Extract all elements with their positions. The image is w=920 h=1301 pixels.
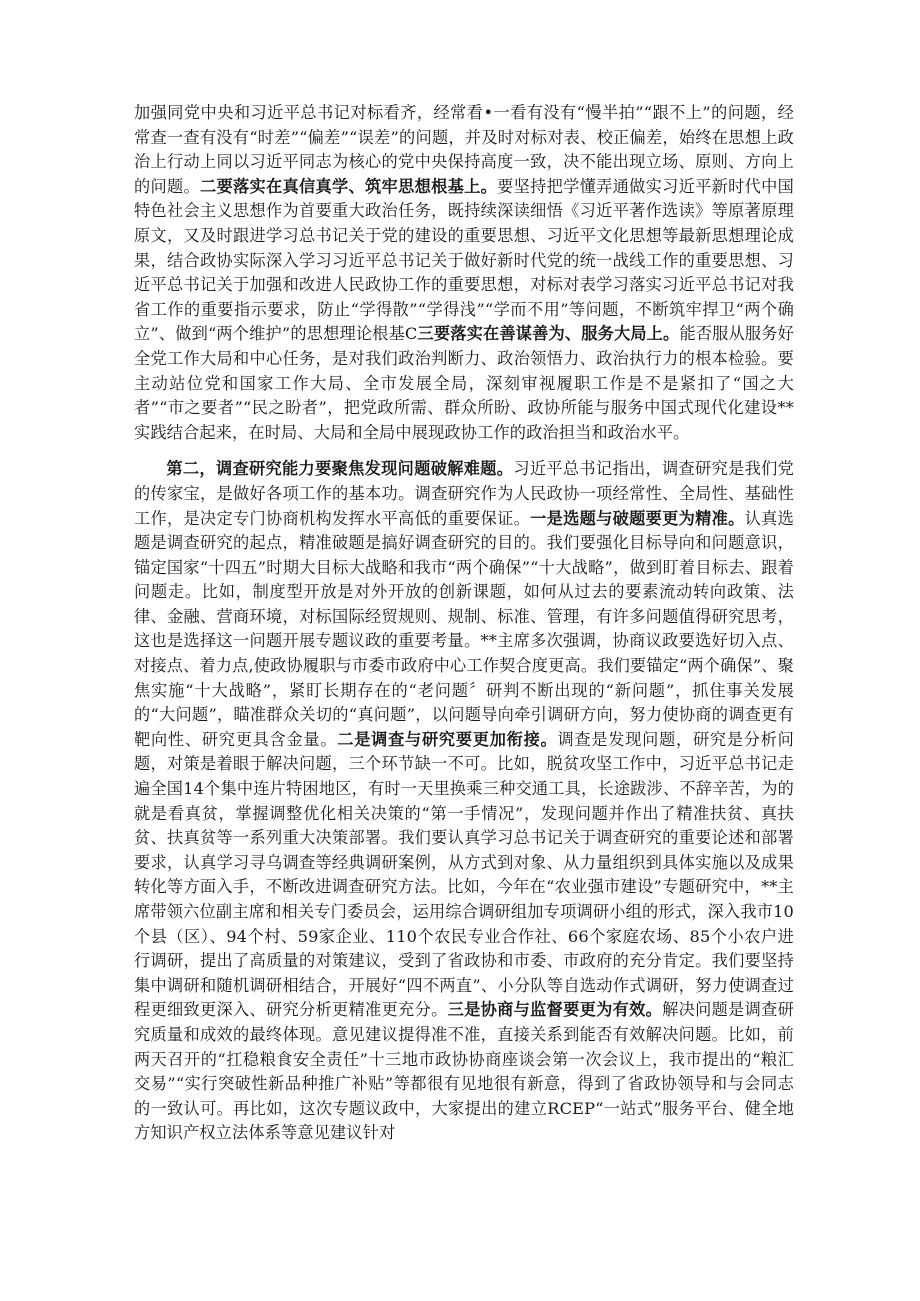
paragraph-political-alignment — [134, 101, 794, 445]
bold-heading-3-serve-overall-situation: 三要落实在善谋善为、服务大局上。 — [417, 324, 680, 344]
text-run: 要坚持把学懂弄通做实习近平新时代中国特色社会主义思想作为首要重大政治任务，既持续深读细悟《习近平著作选读》等原著原理原文，又及时跟进学习总书记关于党的建设的重要思想、习近平文化思想等最新思想理论成果，结合政协实际深入学习习近平总书记关于做好新时代党的统一战线工作的重要思想、习近平总书记关于加强和改进人民政协工作的重要思想，对标对表学习落实习近平总书记对我省工作的重要指示要求，防止“学得散”“学得浅”“学而不用”等问题，不断筑牢捍卫“两个确立”、做到“两个维护”的思想理论根基C — [134, 176, 794, 344]
text-run: 能否服从服务好全党工作大局和中心任务，是对我们政治判断力、政治领悟力、政治执行力的根本检验。要主动站位党和国家工作大局、全市发展全局，深刻审视履职工作是不是紧扣了“国之大者”“市之要者”“民之盼者”，把党政所需、群众所盼、政协所能与服务中国式现代化建设**实践结合起来，在时局、大局和全局中展现政协工作的政治担当和政治水平。 — [134, 324, 794, 442]
text-run: 加强同党中央和习近平总书记对标看齐，经常看•一看有没有“慢半拍”“跟不上”的问题，经常查一查有没有“时差”“偏差”“误差”的问题，并及时对标对表、校正偏差，始终在思想上政治上行动上同以习近平同志为核心的党中央保持高度一致，决不能出现立场、原则、方向上的问题。 — [134, 103, 794, 196]
text-run: 解决问题是调查研究质量和成效的最终体现。意见建议提得准不准，直接关系到能否有效解决问题。比如，前两天召开的“扛稳粮食安全责任”十三地市政协协商座谈会第一次会议上，我市提出的“粮汇交易”“实行突破性新品种推广补贴”等都很有见地很有新意，得到了省政协领导和与会同志的一致认可。再比如，这次专题议政中，大家提出的建立RCEP“一站式”服务平台、健全地方知识产权立法体系等意见建议针对 — [134, 1000, 795, 1143]
text-run: 调查是发现问题，研究是分析问题，对策是着眼于解决问题，三个环节缺一不可。比如，脱贫攻坚工作中，习近平总书记走遍全国14个集中连片特困地区，有时一天里换乘三种交通工具，长途跋涉、不辞辛苦，为的就是看真贫，掌握调整优化相关决策的“第一手情况”，发现问题并作出了精准扶贫、真扶贫、扶真贫等一系列重大决策部署。我们要认真学习总书记关于调查研究的重要论述和部署要求，认真学习寻乌调查等经典调研案例，从方式到对象、从力量组织到具体实施以及成果转化等方面入手，不断改进调查研究方法。比如，今年在“农业强市建设”专题研究中，**主席带领六位副主席和相关专门委员会，运用综合调研组加专项调研小组的形式，深入我市10个县（区）、94个村、59家企业、110个农民专业合作社、66个家庭农场、85个小农户进行调研，提出了高质量的对策建议，受到了省政协和市委、市政府的充分肯定。我们要坚持集中调研和随机调研相结合，开展好“四不两直”、小分队等自选动作式调研，努力使调查过程更细致更深入、研究分析更精准更充分。 — [134, 729, 794, 1020]
bold-heading-1-topic-selection: 一是选题与破题要更为精准。 — [530, 508, 745, 528]
text-run: 认真选题是调查研究的起点，精准破题是搞好调查研究的目的。我们要强化目标导向和问题意识，锚定国家“十四五”时期大目标大战略和我市“两个确保”“十大战略”，做到盯着目标去、跟着问题走。比如，制度型开放是对外开放的创新课题，如何从过去的要素流动转向政策、法律、金融、营商环境，对标国际经贸规则、规制、标准、管理，有许多问题值得研究思考，这也是选择这一问题开展专题议政的重要考量。**主席多次强调，协商议政要选好切入点、对接点、着力点,使政协履职与市委市政府中心工作契合度更高。我们要锚定“两个确保”、聚焦实施“十大战略”，紧盯长期存在的“老问题〞研判不断出现的“新问题”，抓住事关发展的“大问题”，瞄准群众关切的“真问题”，以问题导向牵引调研方向，努力使协商的调查更有靶向性、研究更具含金量。 — [134, 508, 795, 749]
bold-heading-2-survey-research: 二是调查与研究要更加衔接。 — [337, 729, 558, 749]
bold-section-heading-second: 第二，调查研究能力要聚焦发现问题破解难题。 — [166, 459, 514, 479]
text-run: 习近平总书记指出，调查研究是我们党的传家宝，是做好各项工作的基本功。调查研究作为人民政协一项经常性、全局性、基础性工作，是决定专门协商机构发挥水平高低的重要保证。 — [134, 459, 794, 528]
bold-heading-3-consultation-supervision: 三是协商与监督要更为有效。 — [447, 1000, 663, 1020]
paragraph-investigation-research — [134, 457, 794, 1146]
bold-heading-2-faith-learning: 二要落实在真信真学、筑牢思想根基上。 — [200, 176, 498, 196]
